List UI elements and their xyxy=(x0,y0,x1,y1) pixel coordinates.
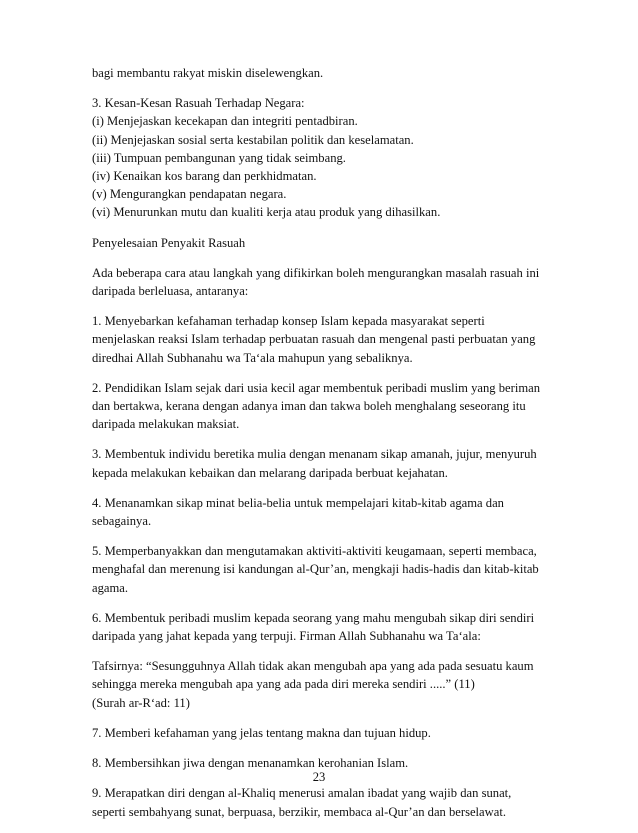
text-line: (i) Menjejaskan kecekapan dan integriti pentadbiran. xyxy=(92,114,358,129)
text-line: daripada yang jahat kepada yang terpuji. Firman Allah Subhanahu wa Ta‘ala: xyxy=(92,629,481,644)
text-line: (vi) Menurunkan mutu dan kualiti kerja atau produk yang dihasilkan. xyxy=(92,205,441,220)
text-line: (iii) Tumpuan pembangunan yang tidak seimbang. xyxy=(92,150,346,165)
paragraph xyxy=(92,657,552,712)
text-line: agama. xyxy=(92,580,129,595)
text-line: menghafal dan merenung isi kandungan al-Qur’an, mengkaji hadis-hadis dan kitab-kitab xyxy=(92,562,539,577)
paragraph xyxy=(92,312,552,367)
text-line: (ii) Menjejaskan sosial serta kestabilan politik dan keselamatan. xyxy=(92,132,414,147)
text-line: seperti sembahyang sunat, berpuasa, berzikir, membaca al-Qur’an dan berselawat. xyxy=(92,804,506,819)
text-line: (iv) Kenaikan kos barang dan perkhidmatan. xyxy=(92,169,317,184)
text-line: 3. Kesan-Kesan Rasuah Terhadap Negara: xyxy=(92,96,305,111)
text-line: daripada melakukan maksiat. xyxy=(92,417,240,432)
paragraph xyxy=(92,379,552,434)
text-line: 7. Memberi kefahaman yang jelas tentang makna dan tujuan hidup. xyxy=(92,725,431,740)
document-body xyxy=(92,64,552,833)
paragraph xyxy=(92,542,552,597)
text-line: sehingga mereka mengubah apa yang ada pada diri mereka sendiri .....” (11) xyxy=(92,677,475,692)
text-line: dan bertakwa, kerana dengan adanya iman dan takwa boleh menghalang seseorang itu xyxy=(92,399,526,414)
paragraph xyxy=(92,445,552,481)
text-line: 3. Membentuk individu beretika mulia dengan menanam sikap amanah, jujur, menyuruh xyxy=(92,447,537,462)
text-line: Ada beberapa cara atau langkah yang difikirkan boleh mengurangkan masalah rasuah ini xyxy=(92,265,540,280)
page-number: 23 xyxy=(312,770,326,784)
text-line: daripada berleluasa, antaranya: xyxy=(92,284,249,299)
paragraph xyxy=(92,234,552,252)
text-line: 4. Menanamkan sikap minat belia-belia untuk mempelajari kitab-kitab agama dan xyxy=(92,495,504,510)
text-line: 6. Membentuk peribadi muslim kepada seorang yang mahu mengubah sikap diri sendiri xyxy=(92,610,535,625)
text-line: 5. Memperbanyakkan dan mengutamakan aktiviti-aktiviti keugamaan, seperti membaca, xyxy=(92,544,537,559)
paragraph xyxy=(92,724,552,742)
text-line: diredhai Allah Subhanahu wa Ta‘ala mahupun yang sebaliknya. xyxy=(92,350,413,365)
text-line: bagi membantu rakyat miskin diselewengkan. xyxy=(92,66,324,80)
text-line: kepada melakukan kebaikan dan melarang daripada berbuat kejahatan. xyxy=(92,465,448,480)
text-line: (Surah ar-R‘ad: 11) xyxy=(92,695,190,710)
paragraph xyxy=(92,64,552,82)
text-line: sebagainya. xyxy=(92,514,152,529)
text-line: 1. Menyebarkan kefahaman terhadap konsep Islam kepada masyarakat seperti xyxy=(92,314,485,329)
paragraph xyxy=(92,784,552,820)
text-line: (v) Mengurangkan pendapatan negara. xyxy=(92,187,287,202)
text-line: Penyelesaian Penyakit Rasuah xyxy=(92,235,246,250)
text-line: 8. Membersihkan jiwa dengan menanamkan kerohanian Islam. xyxy=(92,756,409,771)
paragraph xyxy=(92,94,552,221)
text-line: 2. Pendidikan Islam sejak dari usia kecil agar membentuk peribadi muslim yang beriman xyxy=(92,380,541,395)
paragraph xyxy=(92,494,552,530)
paragraph xyxy=(92,264,552,300)
text-line: menjelaskan reaksi Islam terhadap perbuatan rasuah dan mengenal pasti perbuatan yang xyxy=(92,332,536,347)
text-line: Tafsirnya: “Sesungguhnya Allah tidak akan mengubah apa yang ada pada sesuatu kaum xyxy=(92,659,534,674)
text-line: 9. Merapatkan diri dengan al-Khaliq menerusi amalan ibadat yang wajib dan sunat, xyxy=(92,786,512,801)
paragraph xyxy=(92,609,552,645)
